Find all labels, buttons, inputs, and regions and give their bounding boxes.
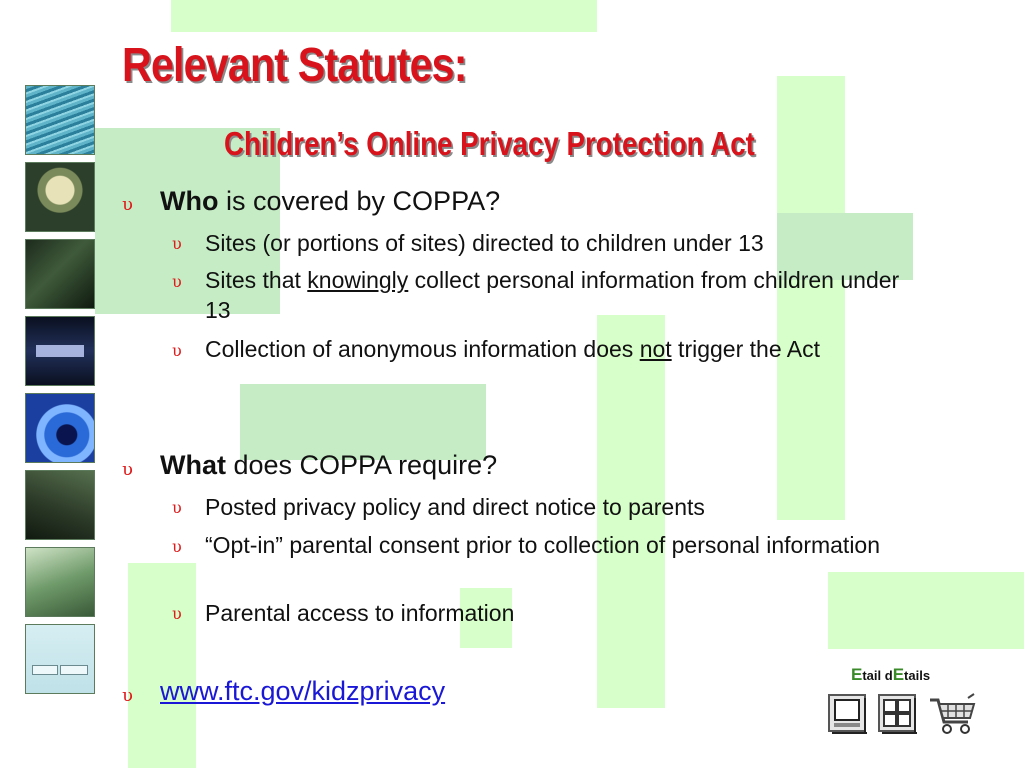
ftc-link[interactable]: www.ftc.gov/kidzprivacy <box>160 676 446 706</box>
bullet-icon: υ <box>122 194 133 215</box>
question-who-keyword: Who <box>160 186 219 216</box>
bullet-icon: υ <box>172 272 182 291</box>
shopping-cart-icon[interactable] <box>928 692 978 736</box>
photo-man-thinking <box>25 470 95 540</box>
list-item: Sites (or portions of sites) directed to children under 13 <box>205 230 764 256</box>
photo-login-screen <box>25 624 95 694</box>
bg-rect <box>171 0 597 32</box>
brand-letter: E <box>892 665 905 684</box>
list-item: Posted privacy policy and direct notice to parents <box>205 494 705 520</box>
list-item-text: trigger the Act <box>671 336 820 362</box>
brand-letter: E <box>851 665 863 684</box>
list-item-text: collect personal information from children under 13 <box>205 267 900 323</box>
monitor-icon[interactable] <box>826 692 870 736</box>
bg-rect <box>128 563 196 768</box>
ftc-link-line <box>160 676 445 707</box>
emphasis-not: not <box>639 336 672 362</box>
photo-man-phone <box>25 547 95 617</box>
brand-logo <box>851 665 930 685</box>
bullet-icon: υ <box>172 234 182 253</box>
emphasis-knowingly: knowingly <box>307 267 409 293</box>
photo-blue-texture <box>25 85 95 155</box>
slide-subtitle: Children’s Online Privacy Protection Act <box>224 125 755 162</box>
photo-access-denied <box>25 316 95 386</box>
list-item: “Opt-in” parental consent prior to collection of personal information <box>205 532 881 558</box>
photo-blue-lens <box>25 393 95 463</box>
bullet-icon: υ <box>172 537 182 556</box>
list-item: Parental access to information <box>205 600 515 626</box>
question-what <box>160 450 497 481</box>
brand-text: tails <box>904 668 931 683</box>
list-item-text: Collection of anonymous information does <box>205 336 640 362</box>
bullet-icon: υ <box>122 685 133 706</box>
brand-text: tail d <box>862 668 893 683</box>
bullet-icon: υ <box>172 604 182 623</box>
bg-rect <box>777 76 845 226</box>
question-who-text: is covered by COPPA? <box>218 186 501 216</box>
bullet-icon: υ <box>172 341 182 360</box>
bullet-icon: υ <box>172 498 182 517</box>
question-what-text: does COPPA require? <box>225 450 498 480</box>
list-item-text: Sites that <box>205 267 308 293</box>
bg-rect <box>828 572 1024 649</box>
question-who <box>160 186 500 217</box>
slide-title: Relevant Statutes: <box>122 39 467 92</box>
bg-rect <box>240 384 486 460</box>
frame-grid-icon[interactable] <box>876 692 920 736</box>
photo-man-computer <box>25 239 95 309</box>
list-item <box>205 334 935 364</box>
question-what-keyword: What <box>160 450 226 480</box>
photo-woman-headset <box>25 162 95 232</box>
bullet-icon: υ <box>122 459 133 480</box>
list-item <box>205 265 905 325</box>
